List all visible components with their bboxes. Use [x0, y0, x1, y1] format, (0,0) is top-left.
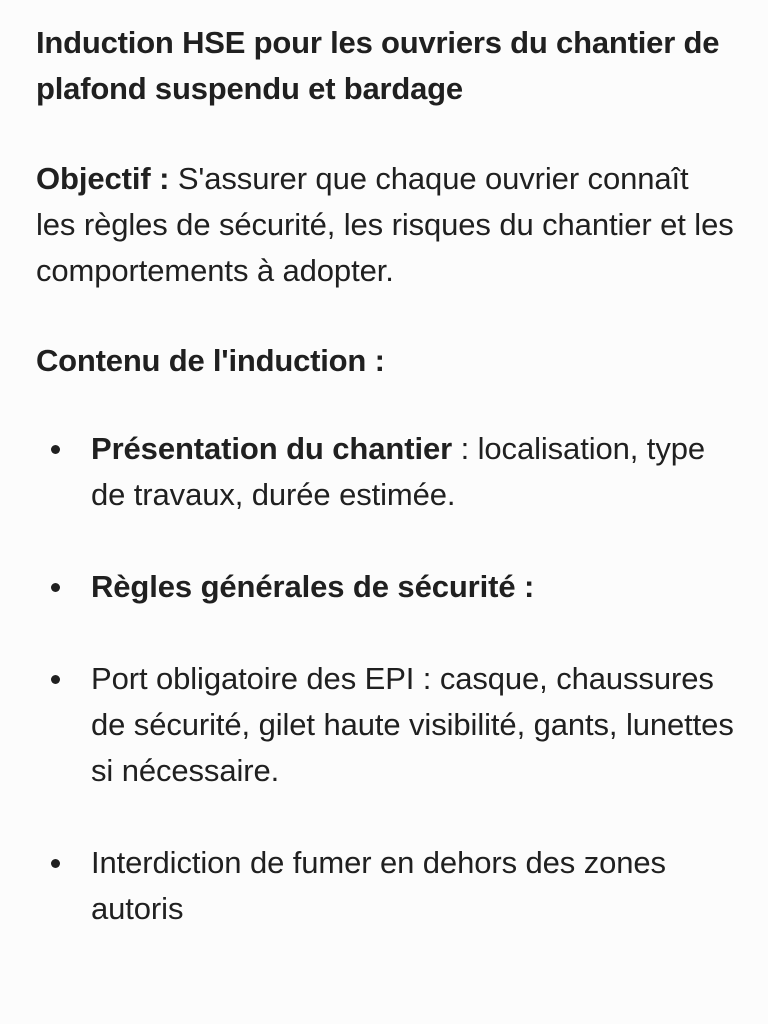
- document-title: Induction HSE pour les ouvriers du chantier de plafond suspendu et bardage: [36, 25, 720, 106]
- content-bullet-list: [36, 426, 734, 932]
- bullet-bold-text: Règles générales de sécurité :: [91, 569, 535, 604]
- objective-label: Objectif :: [36, 161, 170, 196]
- bullet-item-ppe: [36, 656, 734, 794]
- bullet-dot-icon: [51, 445, 60, 454]
- bullet-dot-icon: [51, 859, 60, 868]
- objective-paragraph: [36, 156, 734, 294]
- bullet-text: : localisation, type de travaux, durée estimée.: [91, 431, 706, 512]
- bullet-bold-text: Présentation du chantier: [91, 431, 453, 466]
- bullet-text: Port obligatoire des EPI : casque, chaussures de sécurité, gilet haute visibilité, gants, lunettes si nécessaire.: [91, 661, 734, 788]
- objective-text: S'assurer que chaque ouvrier connaît les règles de sécurité, les risques du chantier et les comportements à adopter.: [36, 161, 734, 288]
- content-heading: Contenu de l'induction :: [36, 343, 385, 378]
- bullet-item-no-smoking: [36, 840, 734, 932]
- bullet-item-general-rules: [36, 564, 734, 610]
- bullet-dot-icon: [51, 675, 60, 684]
- bullet-item-site-presentation: [36, 426, 734, 518]
- bullet-text: Interdiction de fumer en dehors des zones autoris: [91, 845, 666, 926]
- bullet-dot-icon: [51, 583, 60, 592]
